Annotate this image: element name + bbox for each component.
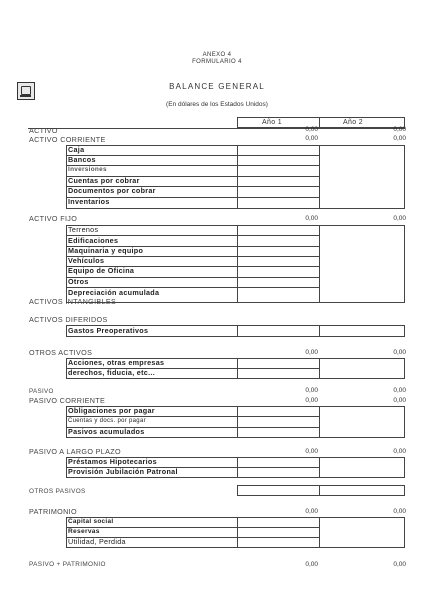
pasivo-corriente-year1: 0,00 (305, 397, 318, 404)
activo-fijo-label: ACTIVO FIJO (29, 214, 78, 223)
list-item: Pasivos acumulados (68, 427, 145, 436)
list-item: Equipo de Oficina (68, 266, 135, 275)
patrimonio-year1: 0,00 (305, 508, 318, 515)
pasivo-year2: 0,00 (393, 387, 406, 394)
otros-pasivos-label: OTROS PASIVOS (29, 488, 86, 495)
pasivo-patrimonio-year1: 0,00 (305, 561, 318, 568)
pasivo-patrimonio-year2: 0,00 (393, 561, 406, 568)
otros-pasivos-box (237, 485, 405, 496)
list-item: Gastos Preoperativos (68, 326, 149, 335)
list-item: Bancos (68, 155, 96, 164)
activo-year2: 0,00 (393, 126, 406, 133)
column-year2: Año 2 (343, 119, 364, 126)
list-item: Edificaciones (68, 236, 119, 245)
pasivo-largo-plazo-year2: 0,00 (393, 448, 406, 455)
pasivo-largo-plazo-year1: 0,00 (305, 448, 318, 455)
list-item: Documentos por cobrar (68, 186, 156, 195)
list-item: Utilidad, Perdida (68, 537, 126, 546)
list-item: Cuentas y docs. por pagar (68, 418, 146, 424)
activos-intangibles-label: ACTIVOS INTANGIBLES (29, 297, 117, 306)
list-item: Capital social (68, 518, 114, 525)
activo-corriente-label: ACTIVO CORRIENTE (29, 135, 106, 144)
page-title: BALANCE GENERAL (169, 82, 265, 91)
anexo-label: ANEXO 4 (202, 52, 232, 58)
list-item: Terrenos (68, 225, 99, 234)
pasivo-corriente-label: PASIVO CORRIENTE (29, 396, 106, 405)
activo-corriente-year1: 0,00 (305, 135, 318, 142)
activo-fijo-year2: 0,00 (393, 215, 406, 222)
list-item: Vehículos (68, 256, 105, 265)
otros-activos-year2: 0,00 (393, 349, 406, 356)
list-item: Depreciación acumulada (68, 288, 160, 297)
pasivo-patrimonio-label: PASIVO + PATRIMONIO (29, 561, 106, 568)
patrimonio-year2: 0,00 (393, 508, 406, 515)
list-item: Inventarios (68, 197, 110, 206)
activos-diferidos-label: ACTIVOS DIFERIDOS (29, 315, 108, 324)
patrimonio-label: PATRIMONIO (29, 507, 77, 516)
pasivo-corriente-year2: 0,00 (393, 397, 406, 404)
list-item: Préstamos Hipotecarios (68, 457, 157, 466)
list-item: Maquinaria y equipo (68, 246, 144, 255)
pasivo-label: PASIVO (29, 388, 54, 395)
list-item: Inversiones (68, 166, 107, 173)
list-item: Acciones, otras empresas (68, 358, 165, 367)
pasivo-year1: 0,00 (305, 387, 318, 394)
otros-activos-year1: 0,00 (305, 349, 318, 356)
formulario-label: FORMULARIO 4 (192, 59, 242, 65)
activo-year1: 0,00 (305, 126, 318, 133)
list-item: Cuentas por cobrar (68, 176, 140, 185)
activo-label: ACTIVO (29, 126, 58, 135)
page-subtitle: (En dólares de los Estados Unidos) (166, 101, 268, 108)
column-year1: Año 1 (262, 119, 283, 126)
otros-activos-label: OTROS ACTIVOS (29, 348, 93, 357)
activo-fijo-year1: 0,00 (305, 215, 318, 222)
list-item: Caja (68, 145, 85, 154)
list-item: Reservas (68, 528, 100, 535)
list-item: Provisión Jubilación Patronal (68, 467, 178, 476)
activo-corriente-year2: 0,00 (393, 135, 406, 142)
pasivo-largo-plazo-label: PASIVO A LARGO PLAZO (29, 447, 121, 456)
list-item: Otros (68, 277, 89, 286)
list-item: derechos, fiducia, etc... (68, 368, 155, 377)
list-item: Obligaciones por pagar (68, 406, 155, 415)
